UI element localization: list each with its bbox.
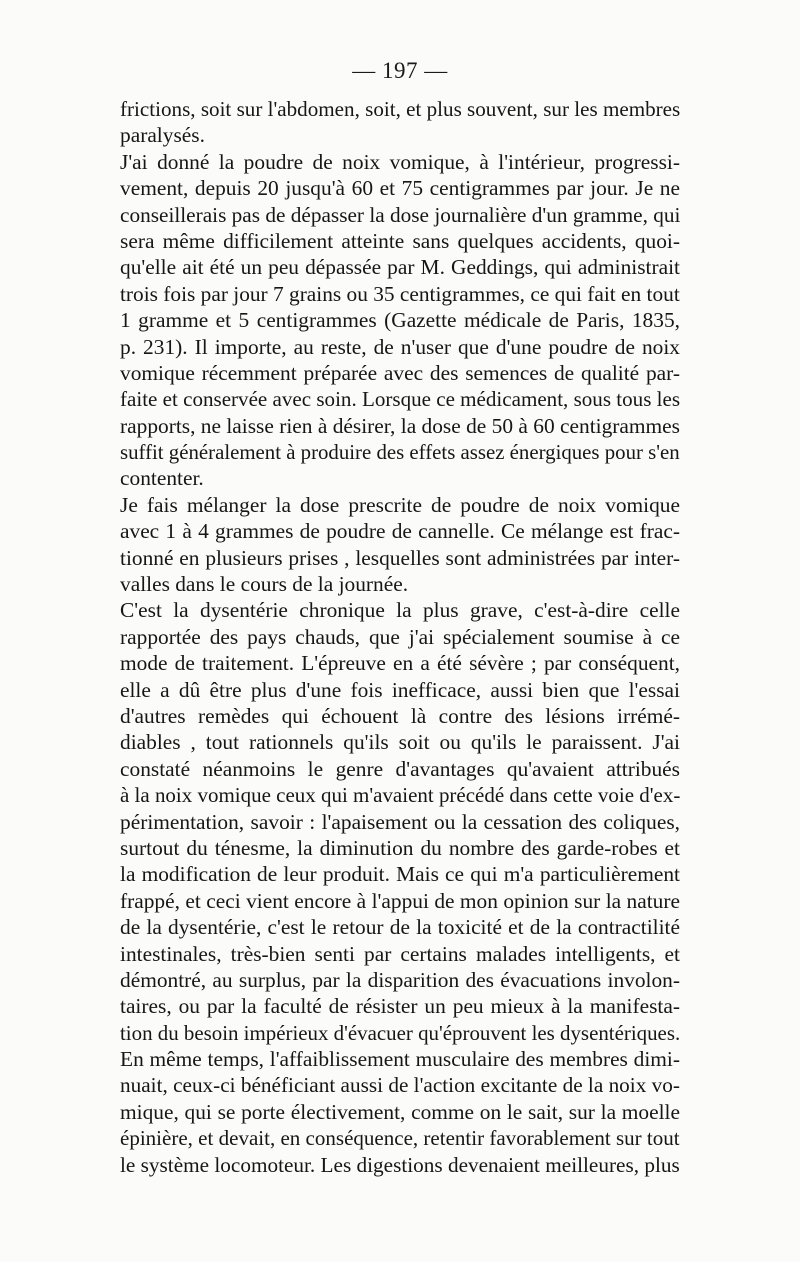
text-line: vomique récemment préparée avec des semences de qualité par- [120, 360, 680, 385]
text-line: faite et conservée avec soin. Lorsque ce médicament, sous tous les [120, 387, 681, 412]
text-line: mique, qui se porte électivement, comme on le sait, sur la moelle [120, 1099, 680, 1124]
text-line: rapports, ne laisse rien à désirer, la dose de 50 à 60 centigrammes [120, 413, 680, 438]
text-line: paralysés. [120, 123, 205, 148]
page-number: — 197 — [352, 58, 448, 83]
text-line: frappé, et ceci vient encore à l'appui de mon opinion sur la nature [120, 888, 680, 913]
text-line: J'ai donné la poudre de noix vomique, à l'intérieur, progressi- [120, 149, 680, 174]
text-line: taires, ou par la faculté de résister un peu mieux à la manifesta- [120, 994, 680, 1019]
text-line: valles dans le cours de la journée. [120, 572, 409, 597]
text-line: constaté néanmoins le genre d'avantages qu'avaient attribués [120, 756, 680, 781]
text-line: surtout du ténesme, la diminution du nombre des garde-robes et [120, 835, 680, 860]
body-text [120, 96, 680, 1178]
text-line: C'est la dysentérie chronique la plus grave, c'est-à-dire celle [120, 598, 680, 623]
text-line: p. 231). Il importe, au reste, de n'user que d'une poudre de noix [120, 334, 680, 359]
text-line: avec 1 à 4 grammes de poudre de cannelle. Ce mélange est frac- [120, 519, 680, 544]
text-line: épinière, et devait, en conséquence, retentir favorablement sur tout [120, 1126, 680, 1151]
text-line: démontré, au surplus, par la disparition des évacuations involon- [120, 967, 680, 992]
text-line: la modification de leur produit. Mais ce qui m'a particulièrement [120, 862, 680, 887]
text-line: nuait, ceux-ci bénéficiant aussi de l'action excitante de la noix vo- [120, 1073, 680, 1098]
text-line: de la dysentérie, c'est le retour de la toxicité et de la contractilité [120, 915, 680, 940]
text-line: mode de traitement. L'épreuve en a été sévère ; par conséquent, [120, 651, 680, 676]
text-line: suffit généralement à produire des effets assez énergiques pour s'en [120, 440, 680, 465]
text-line: elle a dû être plus d'une fois inefficace, aussi bien que l'essai [120, 677, 680, 702]
text-line: frictions, soit sur l'abdomen, soit, et plus souvent, sur les membres [120, 97, 681, 121]
text-line: d'autres remèdes qui échouent là contre des lésions irrémé- [120, 703, 680, 728]
text-line: trois fois par jour 7 grains ou 35 centigrammes, ce qui fait en tout [120, 281, 680, 306]
text-line: périmentation, savoir : l'apaisement ou la cessation des coliques, [120, 809, 680, 834]
text-line: qu'elle ait été un peu dépassée par M. Geddings, qui administrait [120, 255, 680, 280]
text-line: à la noix vomique ceux qui m'avaient précédé dans cette voie d'ex- [120, 783, 681, 808]
text-line: 1 gramme et 5 centigrammes (Gazette médicale de Paris, 1835, [120, 308, 680, 333]
text-line: sera même difficilement atteinte sans quelques accidents, quoi- [120, 228, 680, 253]
text-line: rapportée des pays chauds, que j'ai spécialement soumise à ce [120, 624, 680, 649]
text-line: diables , tout rationnels qu'ils soit ou qu'ils le paraissent. J'ai [120, 730, 680, 755]
text-line: En même temps, l'affaiblissement musculaire des membres dimi- [120, 1047, 680, 1072]
text-line: Je fais mélanger la dose prescrite de poudre de noix vomique [120, 492, 680, 517]
text-line: tionné en plusieurs prises , lesquelles sont administrées par inter- [120, 545, 680, 570]
text-line: le système locomoteur. Les digestions devenaient meilleures, plus [120, 1152, 680, 1177]
text-line: vement, depuis 20 jusqu'à 60 et 75 centigrammes par jour. Je ne [120, 176, 680, 201]
text-line: conseillerais pas de dépasser la dose journalière d'un gramme, qui [120, 202, 681, 227]
text-line: contenter. [120, 466, 204, 491]
text-line: intestinales, très-bien senti par certains malades intelligents, et [120, 941, 680, 966]
text-line: tion du besoin impérieux d'évacuer qu'éprouvent les dysentériques. [120, 1020, 681, 1045]
